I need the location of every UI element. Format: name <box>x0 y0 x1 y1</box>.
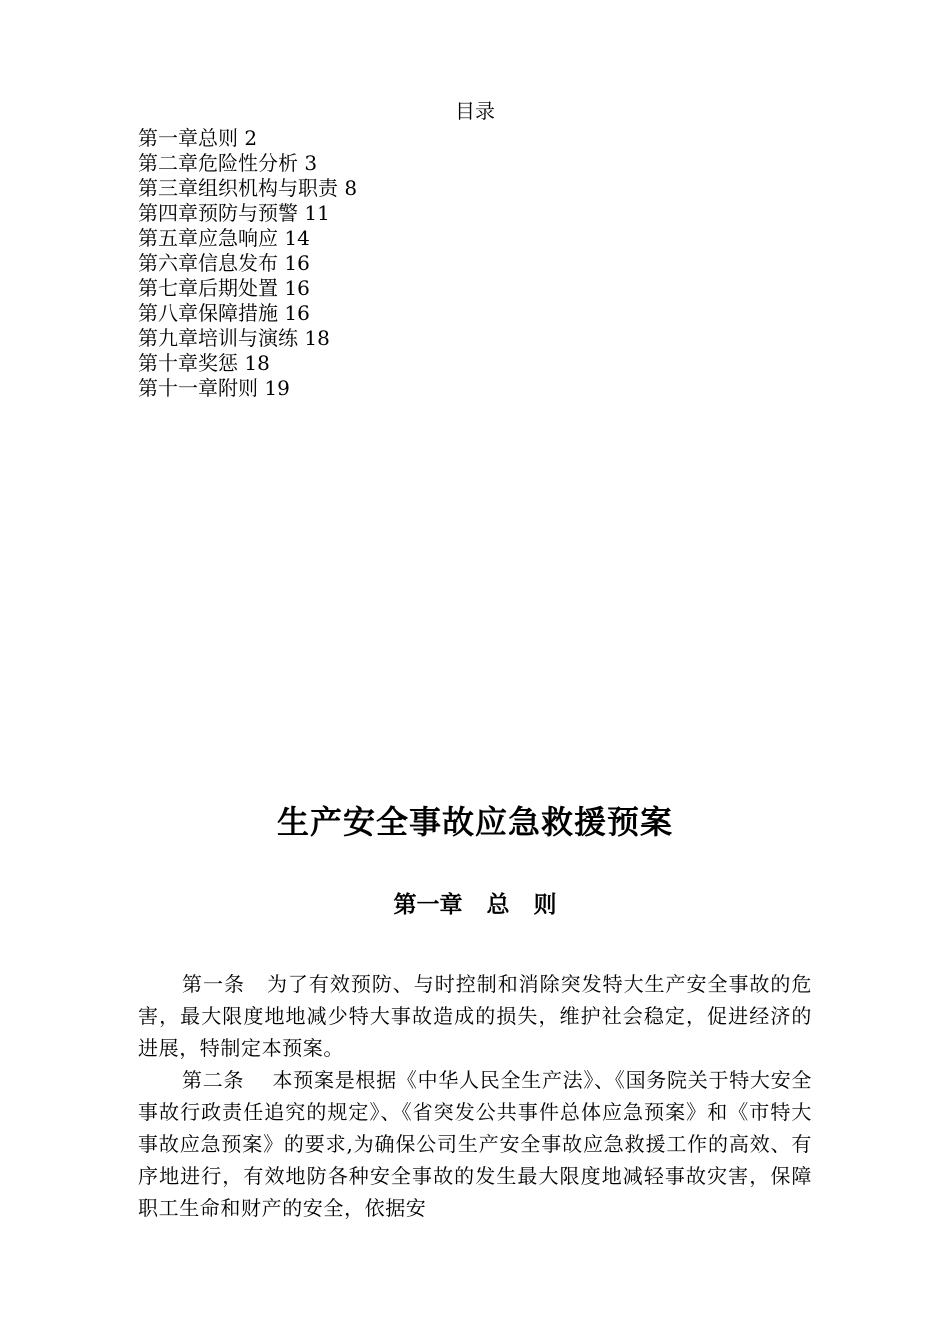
toc-item[interactable]: 第八章保障措施 16 <box>138 301 310 325</box>
toc-item[interactable]: 第十章奖惩 18 <box>138 351 270 375</box>
chapter-heading: 第一章 总 则 <box>393 891 557 919</box>
toc-item[interactable]: 第十一章附则 19 <box>138 376 290 400</box>
toc-list <box>138 126 818 401</box>
toc-item[interactable]: 第六章信息发布 16 <box>138 251 310 275</box>
toc-item[interactable]: 第五章应急响应 14 <box>138 226 310 250</box>
document-title: 生产安全事故应急救援预案 <box>276 803 673 842</box>
toc-item[interactable]: 第二章危险性分析 3 <box>138 151 318 175</box>
toc-item[interactable]: 第七章后期处置 16 <box>138 276 310 300</box>
toc-item[interactable]: 第九章培训与演练 18 <box>138 326 330 350</box>
toc-item[interactable]: 第三章组织机构与职责 8 <box>138 176 358 200</box>
toc-item[interactable]: 第四章预防与预警 11 <box>138 201 330 225</box>
document-body <box>138 968 812 1224</box>
toc-title: 目录 <box>455 99 495 123</box>
table-of-contents <box>138 96 818 401</box>
paragraph-article-2: 第二条 本预案是根据《中华人民全生产法》、《国务院关于特大安全事故行政责任追究的规定》、《省突发公共事件总体应急预案》和《市特大事故应急预案》的要求,为确保公司生产安全事故应急救援工作的高效、有序地进行，有效地防各种安全事故的发生最大限度地减轻事故灾害，保障职工生命和财产的安全，依据安 <box>138 1068 812 1220</box>
paragraph-article-1: 第一条 为了有效预防、与时控制和消除突发特大生产安全事故的危害，最大限度地地减少特大事故造成的损失，维护社会稳定，促进经济的进展，特制定本预案。 <box>138 972 812 1060</box>
toc-item[interactable]: 第一章总则 2 <box>138 126 258 150</box>
